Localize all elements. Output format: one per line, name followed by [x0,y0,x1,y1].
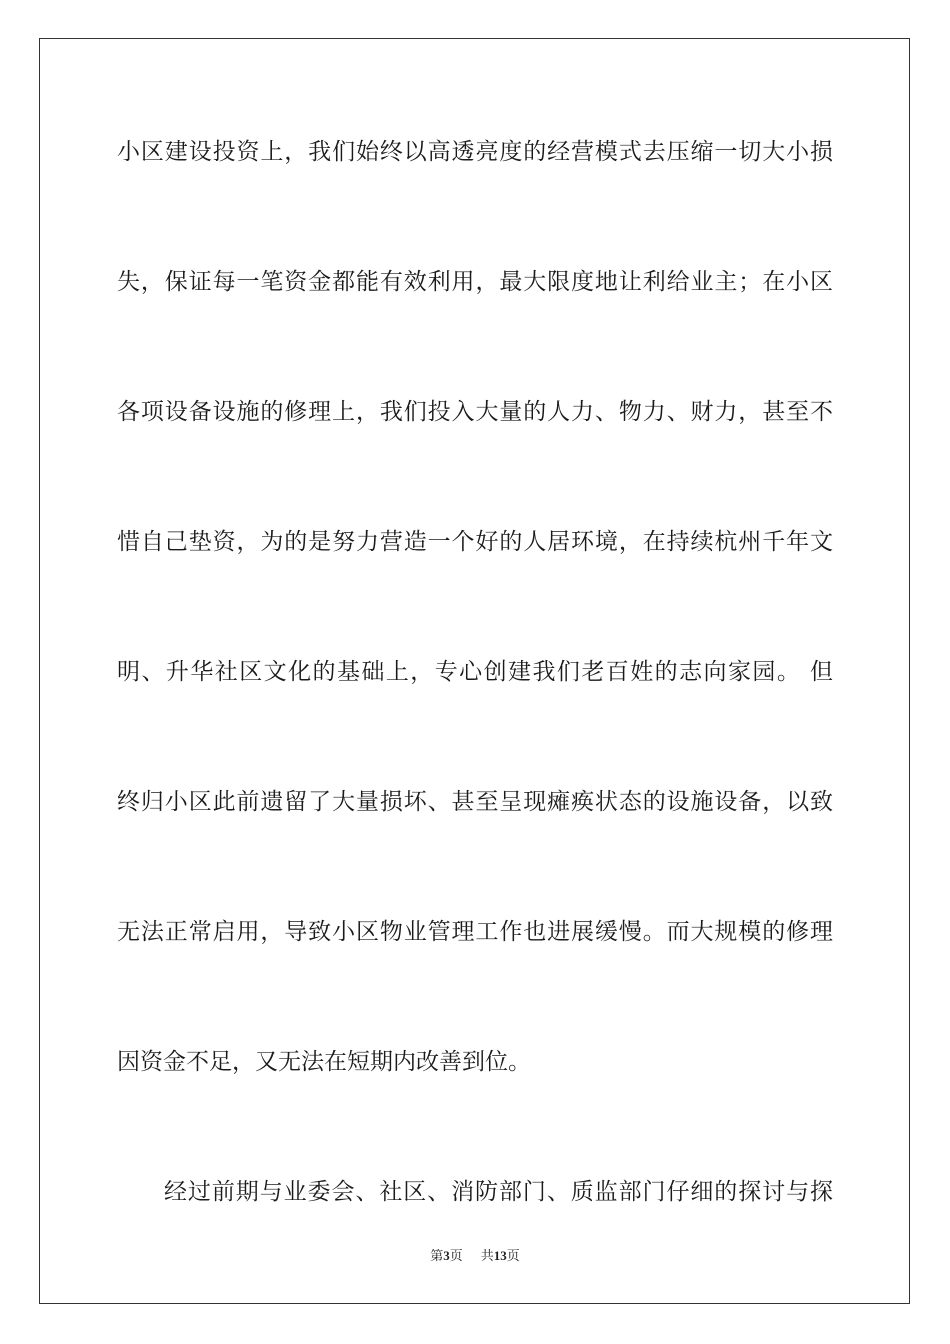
page-number: 3 [443,1248,450,1263]
text-line-9: 经过前期与业委会、社区、消防部门、质监部门仔细的探讨与探 [164,1179,833,1205]
text-line-3: 各项设备设施的修理上，我们投入大量的人力、物力、财力，甚至不 [117,399,833,425]
text-line-7: 无法正常启用，导致小区物业管理工作也进展缓慢。而大规模的修理 [117,919,833,945]
total-pages: 13 [493,1248,507,1263]
page-footer [0,1247,950,1266]
page-prefix: 第 [430,1249,444,1264]
text-line-6: 终归小区此前遗留了大量损坏、甚至呈现瘫痪状态的设施设备，以致 [117,789,833,815]
page-suffix: 页 [449,1249,463,1264]
total-prefix: 共 [480,1249,494,1264]
total-suffix: 页 [506,1249,520,1264]
document-body [117,128,833,1298]
text-line-5: 明、升华社区文化的基础上，专心创建我们老百姓的志向家园。 但 [117,659,833,685]
text-line-1: 小区建设投资上，我们始终以高透亮度的经营模式去压缩一切大小损 [117,139,833,165]
text-line-8: 因资金不足，又无法在短期内改善到位。 [117,1049,531,1075]
text-line-4: 惜自己垫资，为的是努力营造一个好的人居环境，在持续杭州千年文 [117,529,833,555]
text-line-2: 失，保证每一笔资金都能有效利用，最大限度地让利给业主；在小区 [117,269,833,295]
